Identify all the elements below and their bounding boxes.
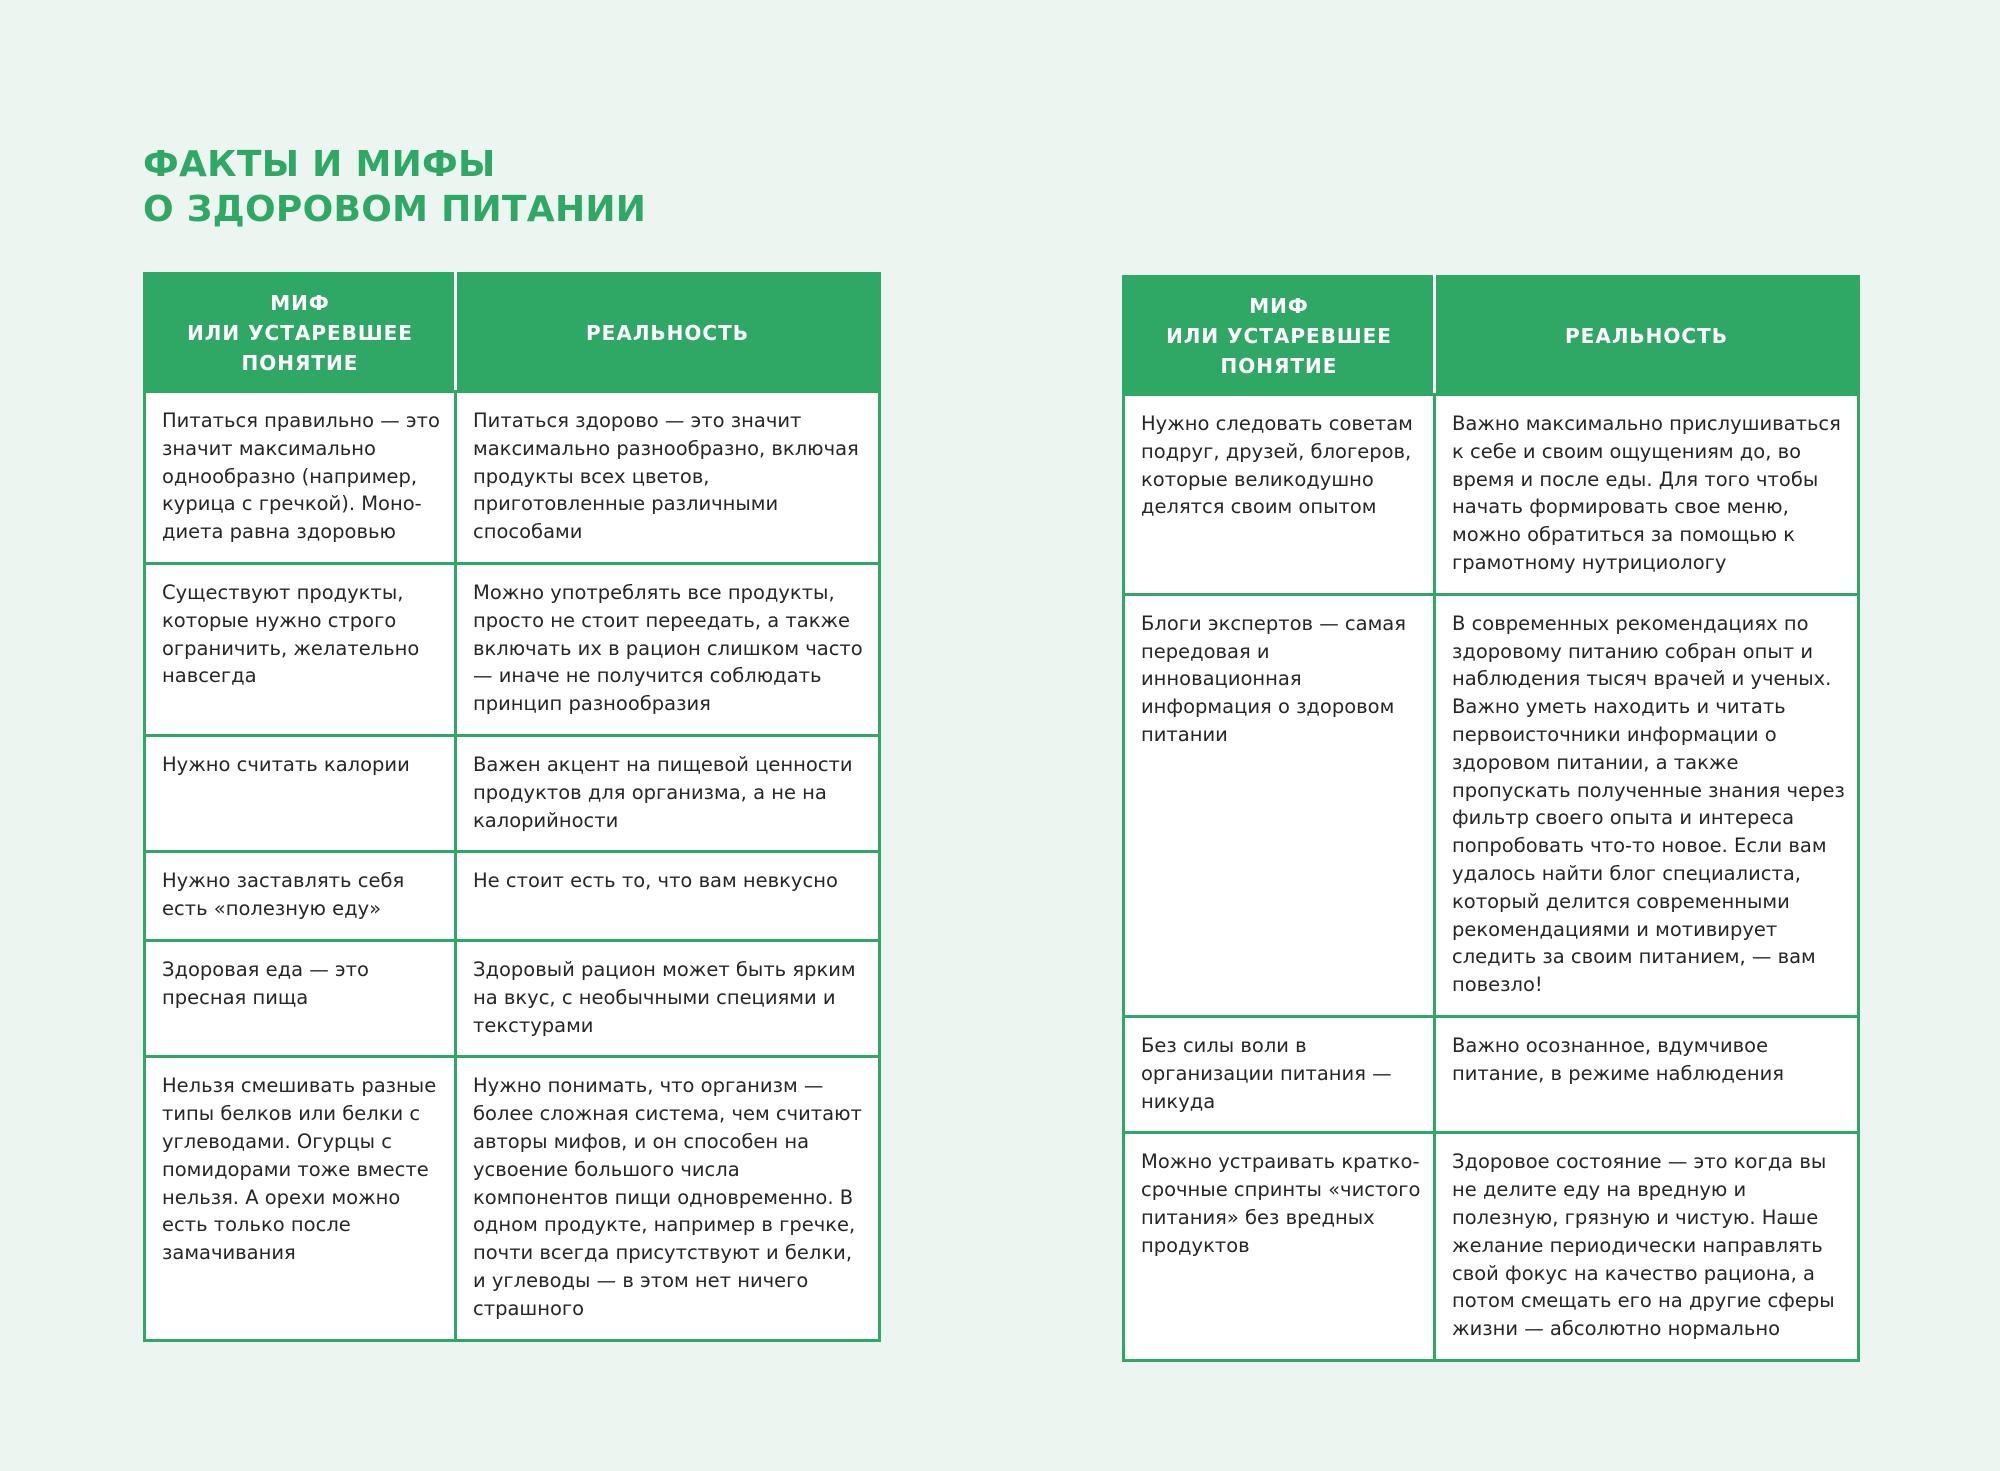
myth-cell: Блоги экспертов — самая передовая и инновационная информация о здоровом питании	[1124, 594, 1435, 1016]
myth-cell: Нужно заставлять себя есть «полезную еду»	[145, 852, 456, 941]
header-line: МИФ	[270, 290, 330, 315]
table-row	[145, 1057, 880, 1340]
reality-cell: В современных рекомендациях по здоровому питанию собран опыт и наблюдения тысяч врачей и ученых. Важно уметь находить и читать первоисточники информации о здоровом питании, а также пропускать полученные знания через фильтр своего опыта и интереса попробовать что-то новое. Если вам удалось найти блог специалиста, который делится современными рекомендациями и мотивирует следить за своим питанием, — вам повезло!	[1435, 594, 1859, 1016]
reality-cell: Важен акцент на пищевой ценности продуктов для организма, а не на калорийности	[456, 735, 880, 851]
reality-cell: Не стоит есть то, что вам невкусно	[456, 852, 880, 941]
myth-cell: Питаться правильно — это значит максимально однообразно (например, курица с гречкой). Монодиета равна здоровью	[145, 392, 456, 564]
myth-cell: Нужно следовать советам подруг, друзей, блогеров, которые великодушно делятся своим опытом	[1124, 395, 1435, 595]
reality-cell: Питаться здорово — это значит максимально разнообразно, включая продукты всех цветов, приготовленные различными способами	[456, 392, 880, 564]
reality-cell: Важно максимально прислушиваться к себе и своим ощущениям до, во время и после еды. Для того чтобы начать формировать свое меню, можно обратиться за помощью к грамотному нутрициологу	[1435, 395, 1859, 595]
reality-cell: Нужно понимать, что организм — более сложная система, чем считают авторы мифов, и он способен на усвоение большого числа компонентов пищи одновременно. В одном продукте, например в гречке, почти всегда присутствуют и белки, и углеводы — в этом нет ничего страшного	[456, 1057, 880, 1340]
myth-column-header	[1124, 277, 1435, 395]
header-line: МИФ	[1249, 293, 1309, 318]
table-header-row	[1124, 277, 1859, 395]
table-header-row	[145, 274, 880, 392]
myth-cell: Можно устраивать краткосрочные спринты «чистого питания» без вредных продуктов	[1124, 1133, 1435, 1361]
header-line: ПОНЯТИЕ	[1220, 353, 1338, 378]
reality-column-header: РЕАЛЬНОСТЬ	[1435, 277, 1859, 395]
myth-cell: Без силы воли в организации питания — никуда	[1124, 1016, 1435, 1132]
table-row	[145, 563, 880, 735]
myth-cell: Нужно считать калории	[145, 735, 456, 851]
reality-column-header: РЕАЛЬНОСТЬ	[456, 274, 880, 392]
header-line: ПОНЯТИЕ	[241, 350, 359, 375]
myth-column-header	[145, 274, 456, 392]
myth-cell: Нельзя смешивать разные типы белков или белки с углеводами. Огурцы с помидорами тоже вместе нельзя. А орехи можно есть только после замачивания	[145, 1057, 456, 1340]
header-line: ИЛИ УСТАРЕВШЕЕ	[187, 320, 413, 345]
reality-cell: Здоровый рацион может быть ярким на вкус, с необычными специями и текстурами	[456, 940, 880, 1056]
page-title	[143, 142, 646, 232]
myth-table-left	[143, 272, 881, 1342]
table-row	[145, 392, 880, 564]
table-row	[145, 940, 880, 1056]
header-line: ИЛИ УСТАРЕВШЕЕ	[1166, 323, 1392, 348]
reality-cell: Можно употреблять все продукты, просто не стоит переедать, а также включать их в рацион слишком часто — иначе не получится соблюдать принцип разнообразия	[456, 563, 880, 735]
reality-cell: Здоровое состояние — это когда вы не делите еду на вредную и полезную, грязную и чистую. Наше желание периодически направлять свой фокус на качество рациона, а потом смещать его на другие сферы жизни — абсолютно нормально	[1435, 1133, 1859, 1361]
title-line-2: О ЗДОРОВОМ ПИТАНИИ	[143, 189, 647, 230]
table-row	[1124, 1016, 1859, 1132]
myth-cell: Здоровая еда — это пресная пища	[145, 940, 456, 1056]
table-row	[145, 735, 880, 851]
table-row	[1124, 395, 1859, 595]
table-row	[145, 852, 880, 941]
reality-cell: Важно осознанное, вдумчивое питание, в режиме наблюдения	[1435, 1016, 1859, 1132]
table-row	[1124, 594, 1859, 1016]
title-line-1: ФАКТЫ И МИФЫ	[143, 144, 496, 185]
table-row	[1124, 1133, 1859, 1361]
myth-cell: Существуют продукты, которые нужно строго ограничить, желательно навсегда	[145, 563, 456, 735]
myth-table-right	[1122, 275, 1860, 1362]
